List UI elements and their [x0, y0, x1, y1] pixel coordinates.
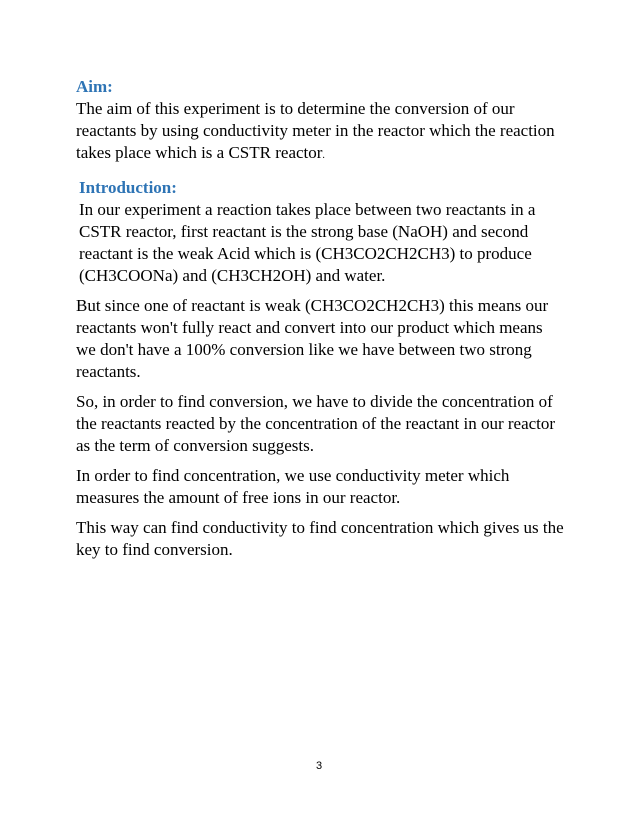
intro-paragraph-1: In our experiment a reaction takes place between two reactants in a CSTR reactor, first reactant is the strong base (NaOH) and second reactant is the weak Acid which is (CH3CO2CH2CH3) to produce (CH3COONa) and (CH3CH2OH) and water. [79, 200, 536, 285]
aim-paragraph [76, 98, 566, 167]
page-number: 3 [315, 760, 323, 772]
aim-text: The aim of this experiment is to determine the conversion of our reactants by using conductivity meter in the reactor which the reaction takes place which is a CSTR reactor [76, 99, 555, 162]
intro-paragraph-3: So, in order to find conversion, we have to divide the concentration of the reactants reacted by the concentration of the reactant in our reactor as the term of conversion suggests. [76, 392, 556, 455]
page-content [76, 72, 566, 569]
intro-paragraph-2: But since one of reactant is weak (CH3CO2CH2CH3) this means our reactants won't fully react and convert into our product which means we don't have a 100% conversion like we have between two strong reactants. [76, 296, 549, 381]
intro-paragraph-5: This way can find conductivity to find concentration which gives us the key to find conversion. [76, 518, 564, 559]
introduction-heading: Introduction: [79, 178, 177, 197]
intro-paragraph-4: In order to find concentration, we use conductivity meter which measures the amount of free ions in our reactor. [76, 466, 510, 507]
aim-heading: Aim: [76, 77, 113, 96]
aim-trailing-period: . [322, 150, 325, 161]
